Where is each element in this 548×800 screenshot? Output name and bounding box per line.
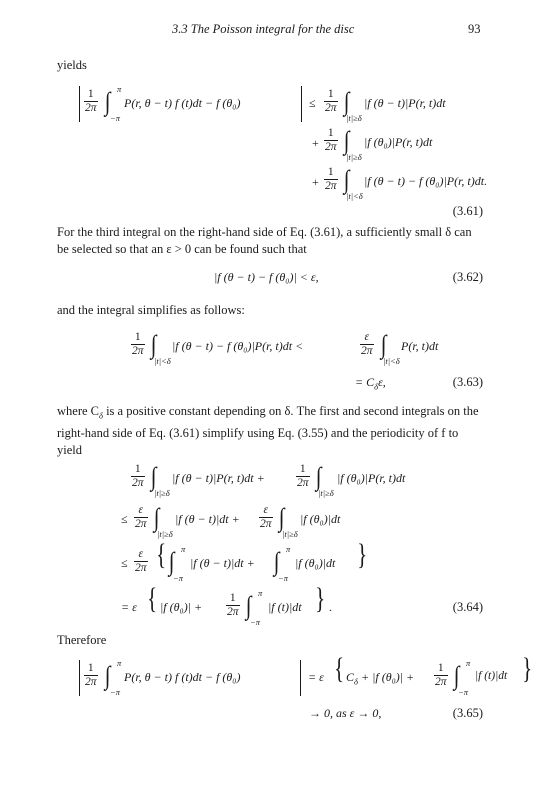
fraction-eps-over-2pi: $\frac{\varepsilon}{2\pi}$: [260, 504, 272, 530]
fraction-eps-over-2pi: $\frac{\varepsilon}{2\pi}$: [135, 548, 147, 574]
abs-bar-right: [301, 86, 302, 122]
line3-term-a: |f (θ − t)|dt +: [190, 556, 255, 570]
plus-sign: +: [312, 175, 319, 189]
fraction-1-over-2pi: $\frac{1}{2\pi}$: [325, 166, 337, 192]
abs-bar-left: [79, 660, 80, 696]
rhs-term-3: |f (θ − t) − f (θ₀)|P(r, t)dt.: [364, 174, 488, 188]
rhs-term-1: |f (θ − t)|P(r, t)dt: [364, 96, 446, 110]
fraction-1-over-2pi: $\frac{1}{2\pi}$: [132, 463, 144, 489]
paragraph-simplifies: and the integral simplifies as follows:: [57, 303, 245, 317]
integral-sign: ∫: [104, 661, 111, 690]
lower-limit: −π: [110, 113, 120, 123]
integral-sign: ∫: [104, 87, 111, 116]
integral-sign: ∫: [273, 547, 280, 576]
integral-domain: |t|≥δ: [282, 529, 298, 539]
left-brace: {: [156, 538, 167, 571]
upper-limit: π: [286, 544, 291, 554]
integral-sign: ∫: [245, 591, 252, 620]
fraction-1-over-2pi: $\frac{1}{2\pi}$: [297, 463, 309, 489]
lhs-integrand: P(r, θ − t) f (t)dt − f (θ₀): [124, 670, 241, 684]
fraction-eps-over-2pi: $\frac{\varepsilon}{2\pi}$: [361, 331, 373, 357]
line3-term-b: |f (θ₀)|dt: [295, 556, 336, 570]
equation-number: (3.63): [452, 375, 483, 389]
inequality: |f (θ − t) − f (θ₀)| < ε,: [214, 270, 319, 284]
line4-term-b: |f (t)|dt: [268, 600, 302, 614]
fraction-1-over-2pi: $\frac{1}{2\pi}$: [227, 592, 239, 618]
upper-limit: π: [466, 658, 471, 668]
integral-domain: |t|<δ: [383, 356, 400, 366]
integral-domain: |t|<δ: [346, 191, 363, 201]
integral-sign: ∫: [150, 462, 157, 491]
plus-sign: +: [312, 136, 319, 150]
fraction-1-over-2pi: $\frac{1}{2\pi}$: [132, 331, 144, 357]
integral-sign: ∫: [315, 462, 322, 491]
abs-bar-right: [300, 660, 301, 696]
result: = $C_\delta\varepsilon$,: [355, 375, 386, 392]
page-number: 93: [468, 22, 481, 36]
integral-sign: ∫: [150, 330, 157, 359]
rhs-integrand: |f (t)|dt: [475, 670, 508, 682]
upper-limit: π: [258, 588, 263, 598]
integral-sign: ∫: [453, 661, 460, 690]
integral-sign: ∫: [343, 165, 350, 194]
line2-term-b: |f (θ₀)|dt: [300, 512, 341, 526]
integral-sign: ∫: [278, 503, 285, 532]
equation-number: (3.64): [452, 600, 483, 614]
upper-limit: π: [181, 544, 186, 554]
integral-sign: ∫: [168, 547, 175, 576]
integral-domain: |t|≥δ: [318, 488, 334, 498]
rhs-term: $C_\delta + |f$ (θ₀)| +: [346, 670, 415, 687]
paragraph-therefore: Therefore: [57, 633, 107, 647]
right-brace: }: [315, 582, 326, 615]
paragraph-yields: yields: [57, 58, 87, 72]
integral-sign: ∫: [343, 87, 350, 116]
left-brace: {: [334, 652, 345, 685]
integral-domain: |t|≥δ: [154, 488, 170, 498]
fraction-eps-over-2pi: $\frac{\varepsilon}{2\pi}$: [135, 504, 147, 530]
equation-number: (3.61): [452, 204, 483, 218]
lower-limit: −π: [278, 573, 288, 583]
equals-eps: = ε: [308, 670, 324, 684]
le-sign: ≤: [121, 512, 128, 526]
abs-bar-left: [79, 86, 80, 122]
lower-limit: −π: [458, 687, 468, 697]
integral-domain: |t|<δ: [154, 356, 171, 366]
lower-limit: −π: [173, 573, 183, 583]
period: .: [329, 600, 332, 614]
line4-term-a: |f (θ₀)| +: [160, 600, 203, 614]
right-brace: }: [357, 538, 368, 571]
integral-sign: ∫: [343, 126, 350, 155]
integral-domain: |t|≥δ: [346, 152, 362, 162]
equation-number: (3.62): [452, 270, 483, 284]
equation-number: (3.65): [452, 706, 483, 720]
le-sign: ≤: [121, 556, 128, 570]
fraction-1-over-2pi: $\frac{1}{2\pi}$: [435, 662, 447, 688]
line2-term-a: |f (θ − t)|dt +: [175, 512, 240, 526]
paragraph-where: where $C_\delta$ is a positive constant depending on δ. The first and second integrals on the right-hand side of Eq. (3.61) simplify using Eq. (3.55) and the periodicity of f to yield: [57, 404, 479, 457]
line1-term-b: |f (θ₀)|P(r, t)dt: [337, 471, 406, 485]
paragraph-third-integral: For the third integral on the right-hand side of Eq. (3.61), a sufficiently small δ can be selected so that an ε > 0 can be found such that: [57, 225, 472, 256]
integral-domain: |t|≥δ: [346, 113, 362, 123]
right-brace: }: [522, 652, 533, 685]
integral-sign: ∫: [153, 503, 160, 532]
rhs-term-2: |f (θ₀)|P(r, t)dt: [364, 135, 433, 149]
fraction-1-over-2pi: $\frac{1}{2\pi}$: [85, 662, 97, 688]
upper-limit: π: [117, 658, 122, 668]
fraction-1-over-2pi: $\frac{1}{2\pi}$: [325, 88, 337, 114]
upper-limit: π: [117, 84, 122, 94]
equals-eps: = ε: [121, 600, 137, 614]
limit-statement: → 0, as ε → 0,: [309, 706, 382, 720]
integrand-left: |f (θ − t) − f (θ₀)|P(r, t)dt <: [172, 339, 304, 353]
running-title: 3.3 The Poisson integral for the disc: [172, 22, 355, 36]
lower-limit: −π: [250, 617, 260, 627]
integrand-right: P(r, t)dt: [401, 339, 439, 353]
left-brace: {: [147, 582, 158, 615]
fraction-1-over-2pi: $\frac{1}{2\pi}$: [325, 127, 337, 153]
fraction-1-over-2pi: $\frac{1}{2\pi}$: [85, 88, 97, 114]
line1-term-a: |f (θ − t)|P(r, t)dt +: [172, 471, 265, 485]
integral-domain: |t|≥δ: [157, 529, 173, 539]
lower-limit: −π: [110, 687, 120, 697]
integral-sign: ∫: [380, 330, 387, 359]
lhs-integrand: P(r, θ − t) f (t)dt − f (θ₀): [124, 96, 241, 110]
le-sign: ≤: [309, 96, 316, 110]
